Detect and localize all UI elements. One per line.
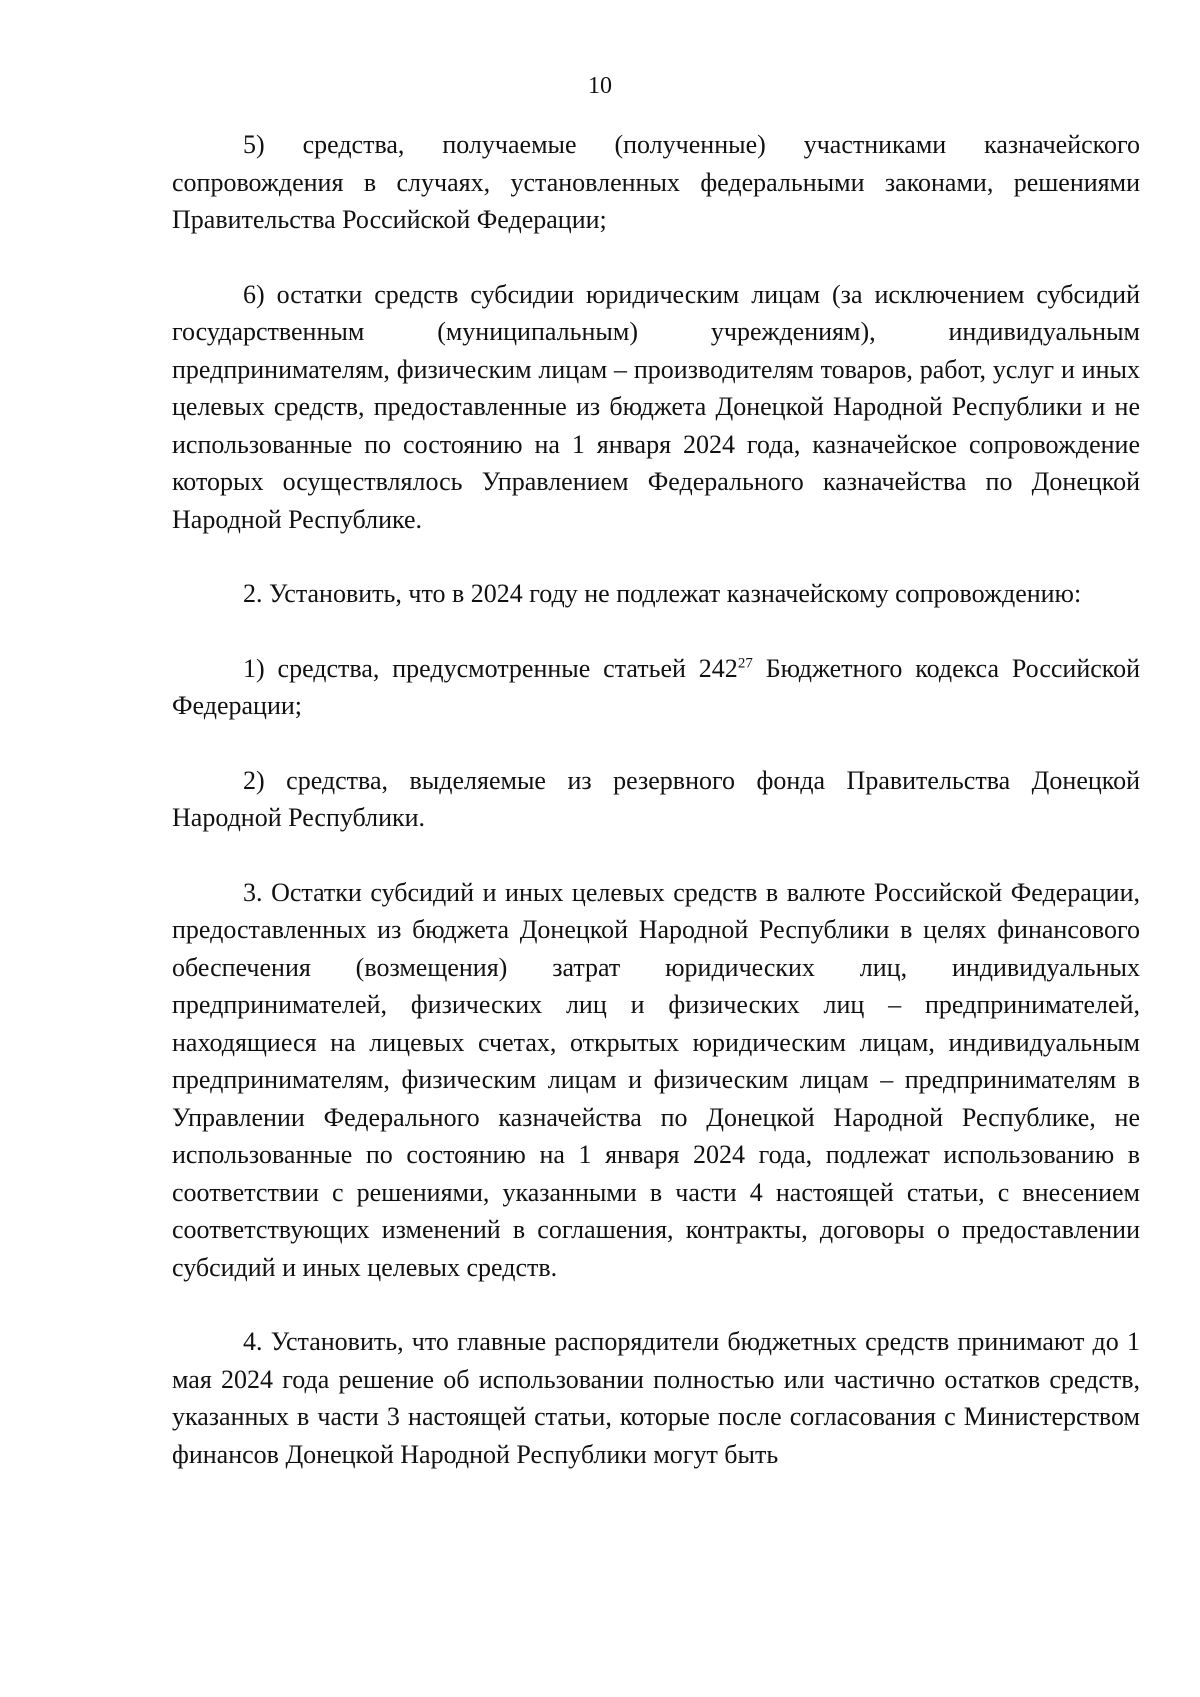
- paragraph-section-2: 2. Установить, что в 2024 году не подлежат казначейскому сопровождению:: [243, 579, 1082, 608]
- paragraph-gap: [172, 725, 1140, 762]
- paragraph-gap: [172, 837, 1140, 874]
- document-body: [172, 126, 1140, 1473]
- paragraph-text-before-superscript: 1) средства, предусмотренные статьей 242: [243, 653, 738, 683]
- paragraph-section-2-item-1: [172, 650, 1140, 725]
- paragraph-text-after-superscript: Бюджетного кодекса Российской Федерации;: [172, 653, 1140, 720]
- paragraph-item-5: 5) средства, получаемые (полученные) участниками казначейского сопровождения в случаях, установленных федеральными законами, решениями Правительства Российской Федерации;: [172, 130, 1140, 234]
- paragraph-section-3: 3. Остатки субсидий и иных целевых средств в валюте Российской Федерации, предоставленных из бюджета Донецкой Народной Республики в целях финансового обеспечения (возмещения) затрат юридических лиц, индивидуальных предпринимателей, физических лиц и физических лиц – предпринимателей, находящиеся на лицевых счетах, открытых юридическим лицам, индивидуальным предпринимателям, физическим лицам и физическим лицам – предпринимателям в Управлении Федерального казначейства по Донецкой Народной Республике, не использованные по состоянию на 1 января 2024 года, подлежат использованию в соответствии с решениями, указанными в части 4 настоящей статьи, с внесением соответствующих изменений в соглашения, контракты, договоры о предоставлении субсидий и иных целевых средств.: [172, 877, 1140, 1282]
- paragraph-gap: [172, 239, 1140, 276]
- paragraph-item-6: 6) остатки средств субсидии юридическим лицам (за исключением субсидий государственным (муниципальным) учреждениям), индивидуальным предпринимателям, физическим лицам – производителям товаров, работ, услуг и иных целевых средств, предоставленные из бюджета Донецкой Народной Республики и не использованные по состоянию на 1 января 2024 года, казначейское сопровождение которых осуществлялось Управлением Федерального казначейства по Донецкой Народной Республике.: [172, 279, 1140, 534]
- paragraph-gap: [172, 538, 1140, 575]
- paragraph-gap: [172, 1286, 1140, 1323]
- paragraph-gap: [172, 613, 1140, 650]
- paragraph-section-2-item-2: 2) средства, выделяемые из резервного фонда Правительства Донецкой Народной Республики.: [172, 765, 1140, 832]
- article-superscript: 27: [737, 654, 753, 671]
- page-number: 10: [588, 73, 612, 99]
- paragraph-section-4: 4. Установить, что главные распорядители бюджетных средств принимают до 1 мая 2024 года решение об использовании полностью или частично остатков средств, указанных в части 3 настоящей статьи, которые после согласования с Министерством финансов Донецкой Народной Республики могут быть: [172, 1327, 1140, 1469]
